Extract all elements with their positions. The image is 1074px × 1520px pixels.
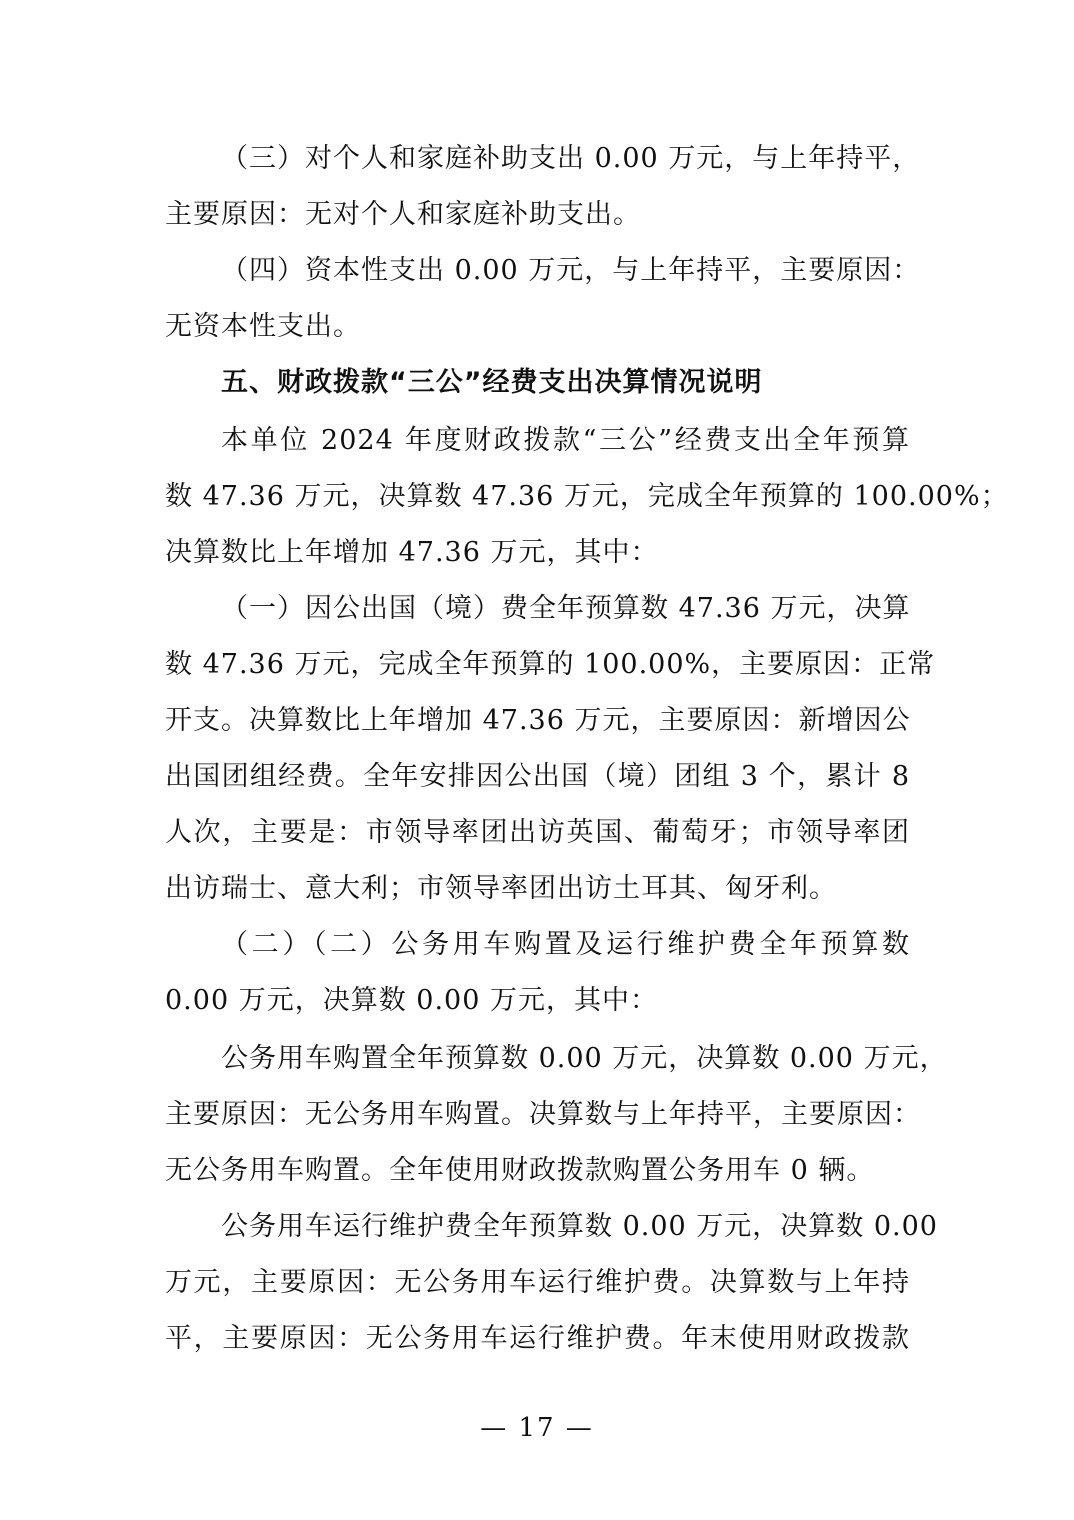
text-line-11: 开支。决算数比上年增加 47.36 万元，主要原因：新增因公 [165, 705, 911, 736]
text-line-7: 数 47.36 万元，决算数 47.36 万元，完成全年预算的 100.00%； [165, 481, 1009, 512]
text-line-9: （一）因公出国（境）费全年预算数 47.36 万元，决算 [221, 593, 911, 624]
text-line-4: 无资本性支出。 [165, 311, 361, 342]
text-line-6: 本单位 2024 年度财政拨款“三公”经费支出全年预算 [221, 425, 910, 456]
text-line-20: 公务用车运行维护费全年预算数 0.00 万元，决算数 0.00 [221, 1211, 938, 1242]
text-line-17: 公务用车购置全年预算数 0.00 万元，决算数 0.00 万元， [221, 1043, 948, 1074]
text-line-8: 决算数比上年增加 47.36 万元，其中： [165, 537, 659, 568]
text-line-12: 出国团组经费。全年安排因公出国（境）团组 3 个，累计 8 [165, 761, 910, 792]
text-line-19: 无公务用车购置。全年使用财政拨款购置公务用车 0 辆。 [165, 1155, 875, 1186]
text-line-2: 主要原因：无对个人和家庭补助支出。 [165, 199, 641, 230]
section-heading: 五、财政拨款“三公”经费支出决算情况说明 [221, 367, 763, 398]
text-line-15: （二）（二）公务用车购置及运行维护费全年预算数 [221, 929, 910, 960]
text-line-10: 数 47.36 万元，完成全年预算的 100.00%，主要原因：正常 [165, 649, 936, 680]
text-line-21: 万元，主要原因：无公务用车运行维护费。决算数与上年持 [165, 1267, 910, 1298]
page-number: — 17 — [480, 1413, 594, 1443]
text-line-13: 人次，主要是：市领导率团出访英国、葡萄牙；市领导率团 [165, 817, 910, 848]
text-line-18: 主要原因：无公务用车购置。决算数与上年持平，主要原因： [165, 1099, 921, 1130]
text-line-16: 0.00 万元，决算数 0.00 万元，其中： [165, 985, 658, 1016]
text-line-14: 出访瑞士、意大利；市领导率团出访土耳其、匈牙利。 [165, 873, 837, 904]
text-line-22: 平，主要原因：无公务用车运行维护费。年末使用财政拨款 [165, 1323, 910, 1354]
text-line-3: （四）资本性支出 0.00 万元，与上年持平，主要原因： [221, 255, 921, 286]
text-line-1: （三）对个人和家庭补助支出 0.00 万元，与上年持平， [221, 143, 921, 174]
